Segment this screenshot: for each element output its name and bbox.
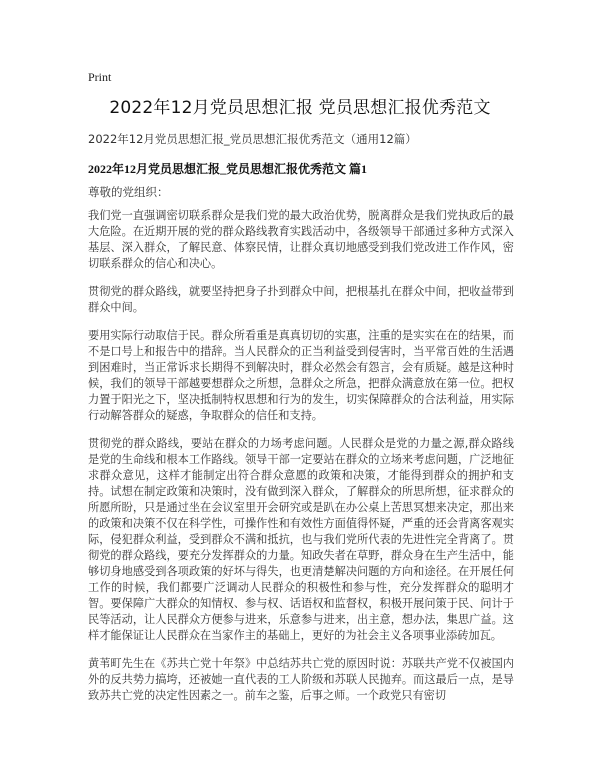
paragraph: 贯彻党的群众路线，就要坚持把身子扑到群众中间，把根基扎在群众中间，把收益带到群众中间。: [88, 285, 514, 314]
document-body: [88, 208, 514, 716]
paragraph: 要用实际行动取信于民。群众所看重是真真切切的实惠，注重的是实实在在的结果，而不是口号上和报告中的措辞。当人民群众的正当利益受到侵害时，当平常百姓的生活遇到困难时，当正常诉求长期得不到解决时，群众必然会有怨言，会有质疑。越是这种时候，我们的领导干部越要想群众之所想，急群众之所急，把群众满意放在第一位。把权力置于阳光之下，坚决抵制特权思想和行为的发生，切实保障群众的合法利益，用实际行动解答群众的疑惑，争取群众的信任和支持。: [88, 329, 514, 422]
section-heading: 2022年12月党员思想汇报_党员思想汇报优秀范文 篇1: [88, 162, 368, 176]
paragraph: 贯彻党的群众路线，要站在群众的力场考虑问题。人民群众是党的力量之源,群众路线是党的生命线和根本工作路线。领导干部一定要站在群众的立场来考虑问题，广泛地征求群众意见，这样才能制定出符合群众意愿的政策和决策，才能得到群众的拥护和支持。试想在制定政策和决策时，没有做到深入群众，了解群众的所思所想，征求群众的所愿所盼，只是通过坐在会议室里开会研究或是趴在办公桌上苦思冥想来决定，那出来的政策和决策不仅在科学性，可操作性和有效性方面值得怀疑，严重的还会背离客观实际，侵犯群众利益，受到群众不满和抵抗，也与我们党所代表的先进性完全背离了。贯彻党的群众路线，要充分发挥群众的力量。知政失者在草野，群众身在生产生活中，能够切身地感受到各项政策的好坏与得失，也更清楚解决问题的方向和途径。在开展任何工作的时候，我们都要广泛调动人民群众的积极性和参与性，充分发挥群众的聪明才智。要保障广大群众的知情权、参与权、话语权和监督权，积极开展问策于民、问计于民等活动，让人民群众方便参与进来，乐意参与进来，出主意，想办法，集思广益。这样才能保证让人民群众在当家作主的基础上，更好的为社会主义各项事业添砖加瓦。: [88, 437, 514, 642]
page-title: 2022年12月党员思想汇报 党员思想汇报优秀范文: [109, 98, 491, 118]
document-subtitle: 2022年12月党员思想汇报_党员思想汇报优秀范文（通用12篇）: [88, 132, 417, 146]
paragraph: 我们党一直强调密切联系群众是我们党的最大政治优势，脱离群众是我们党执政后的最大危险。在近期开展的党的群众路线教育实践活动中，各级领导干部通过多种方式深入基层、深入群众，了解民意、体察民情，让群众真切地感受到我们党改进工作作风，密切联系群众的信心和决心。: [88, 209, 514, 270]
paragraph: 黄苇町先生在《苏共亡党十年祭》中总结苏共亡党的原因时说：苏联共产党不仅被国内外的反共势力搞垮，还被她一直代表的工人阶级和苏联人民抛弃。而这最后一点，是导致苏共亡党的决定性因素之一。前车之鉴，后事之师。一个政党只有密切: [88, 657, 514, 702]
salutation: 尊敬的党组织：: [88, 185, 169, 199]
print-link[interactable]: Print: [88, 70, 112, 84]
